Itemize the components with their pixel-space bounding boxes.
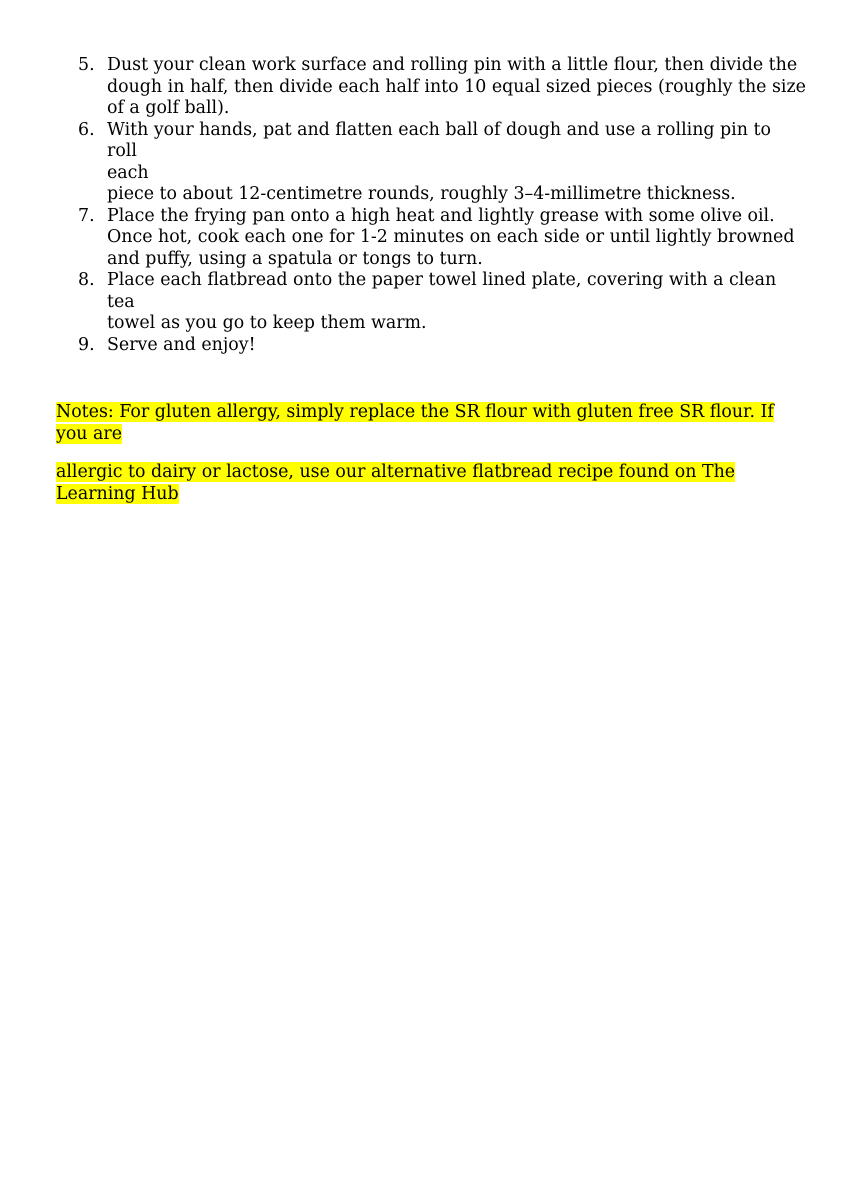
- notes-paragraph-gluten: [56, 402, 796, 445]
- method-steps-list: [56, 55, 806, 356]
- step-number: 5.: [78, 55, 95, 75]
- step-text-line: piece to about 12-centimetre rounds, roughly 3–4-millimetre thickness.: [107, 184, 736, 204]
- highlighted-text: Learning Hub: [56, 483, 179, 504]
- step-text-line: With your hands, pat and flatten each ball of dough and use a rolling pin to roll: [107, 119, 771, 161]
- highlighted-text: allergic to dairy or lactose, use our alternative flatbread recipe found on The: [56, 462, 736, 482]
- step-number: 7.: [78, 205, 95, 226]
- step-number: 6.: [78, 119, 95, 140]
- step-6: [56, 120, 806, 206]
- step-text-line: of a golf ball).: [107, 98, 230, 118]
- step-8: [56, 270, 806, 335]
- step-text-line: each: [107, 162, 149, 183]
- highlighted-text: Notes: For gluten allergy, simply replace the SR flour with gluten free SR flour. If: [56, 402, 774, 422]
- step-text-line: Serve and enjoy!: [107, 334, 256, 355]
- step-number: 9.: [78, 334, 95, 355]
- step-number: 8.: [78, 270, 95, 290]
- step-text-line: Once hot, cook each one for 1-2 minutes on each side or until lightly browned: [107, 227, 795, 247]
- highlighted-text: you are: [56, 423, 122, 444]
- step-text-line: dough in half, then divide each half into 10 equal sized pieces (roughly the size: [107, 76, 806, 97]
- step-9: [56, 335, 806, 357]
- step-text-line: Dust your clean work surface and rolling pin with a little flour, then divide the: [107, 55, 798, 75]
- notes-paragraph-dairy: [56, 462, 796, 505]
- step-7: [56, 206, 806, 271]
- step-5: [56, 55, 806, 120]
- step-text-line: Place the frying pan onto a high heat and lightly grease with some olive oil.: [107, 205, 775, 226]
- step-text-line: towel as you go to keep them warm.: [107, 313, 427, 333]
- step-text-line: and puffy, using a spatula or tongs to turn.: [107, 248, 483, 269]
- step-text-line: Place each flatbread onto the paper towel lined plate, covering with a clean tea: [107, 270, 777, 312]
